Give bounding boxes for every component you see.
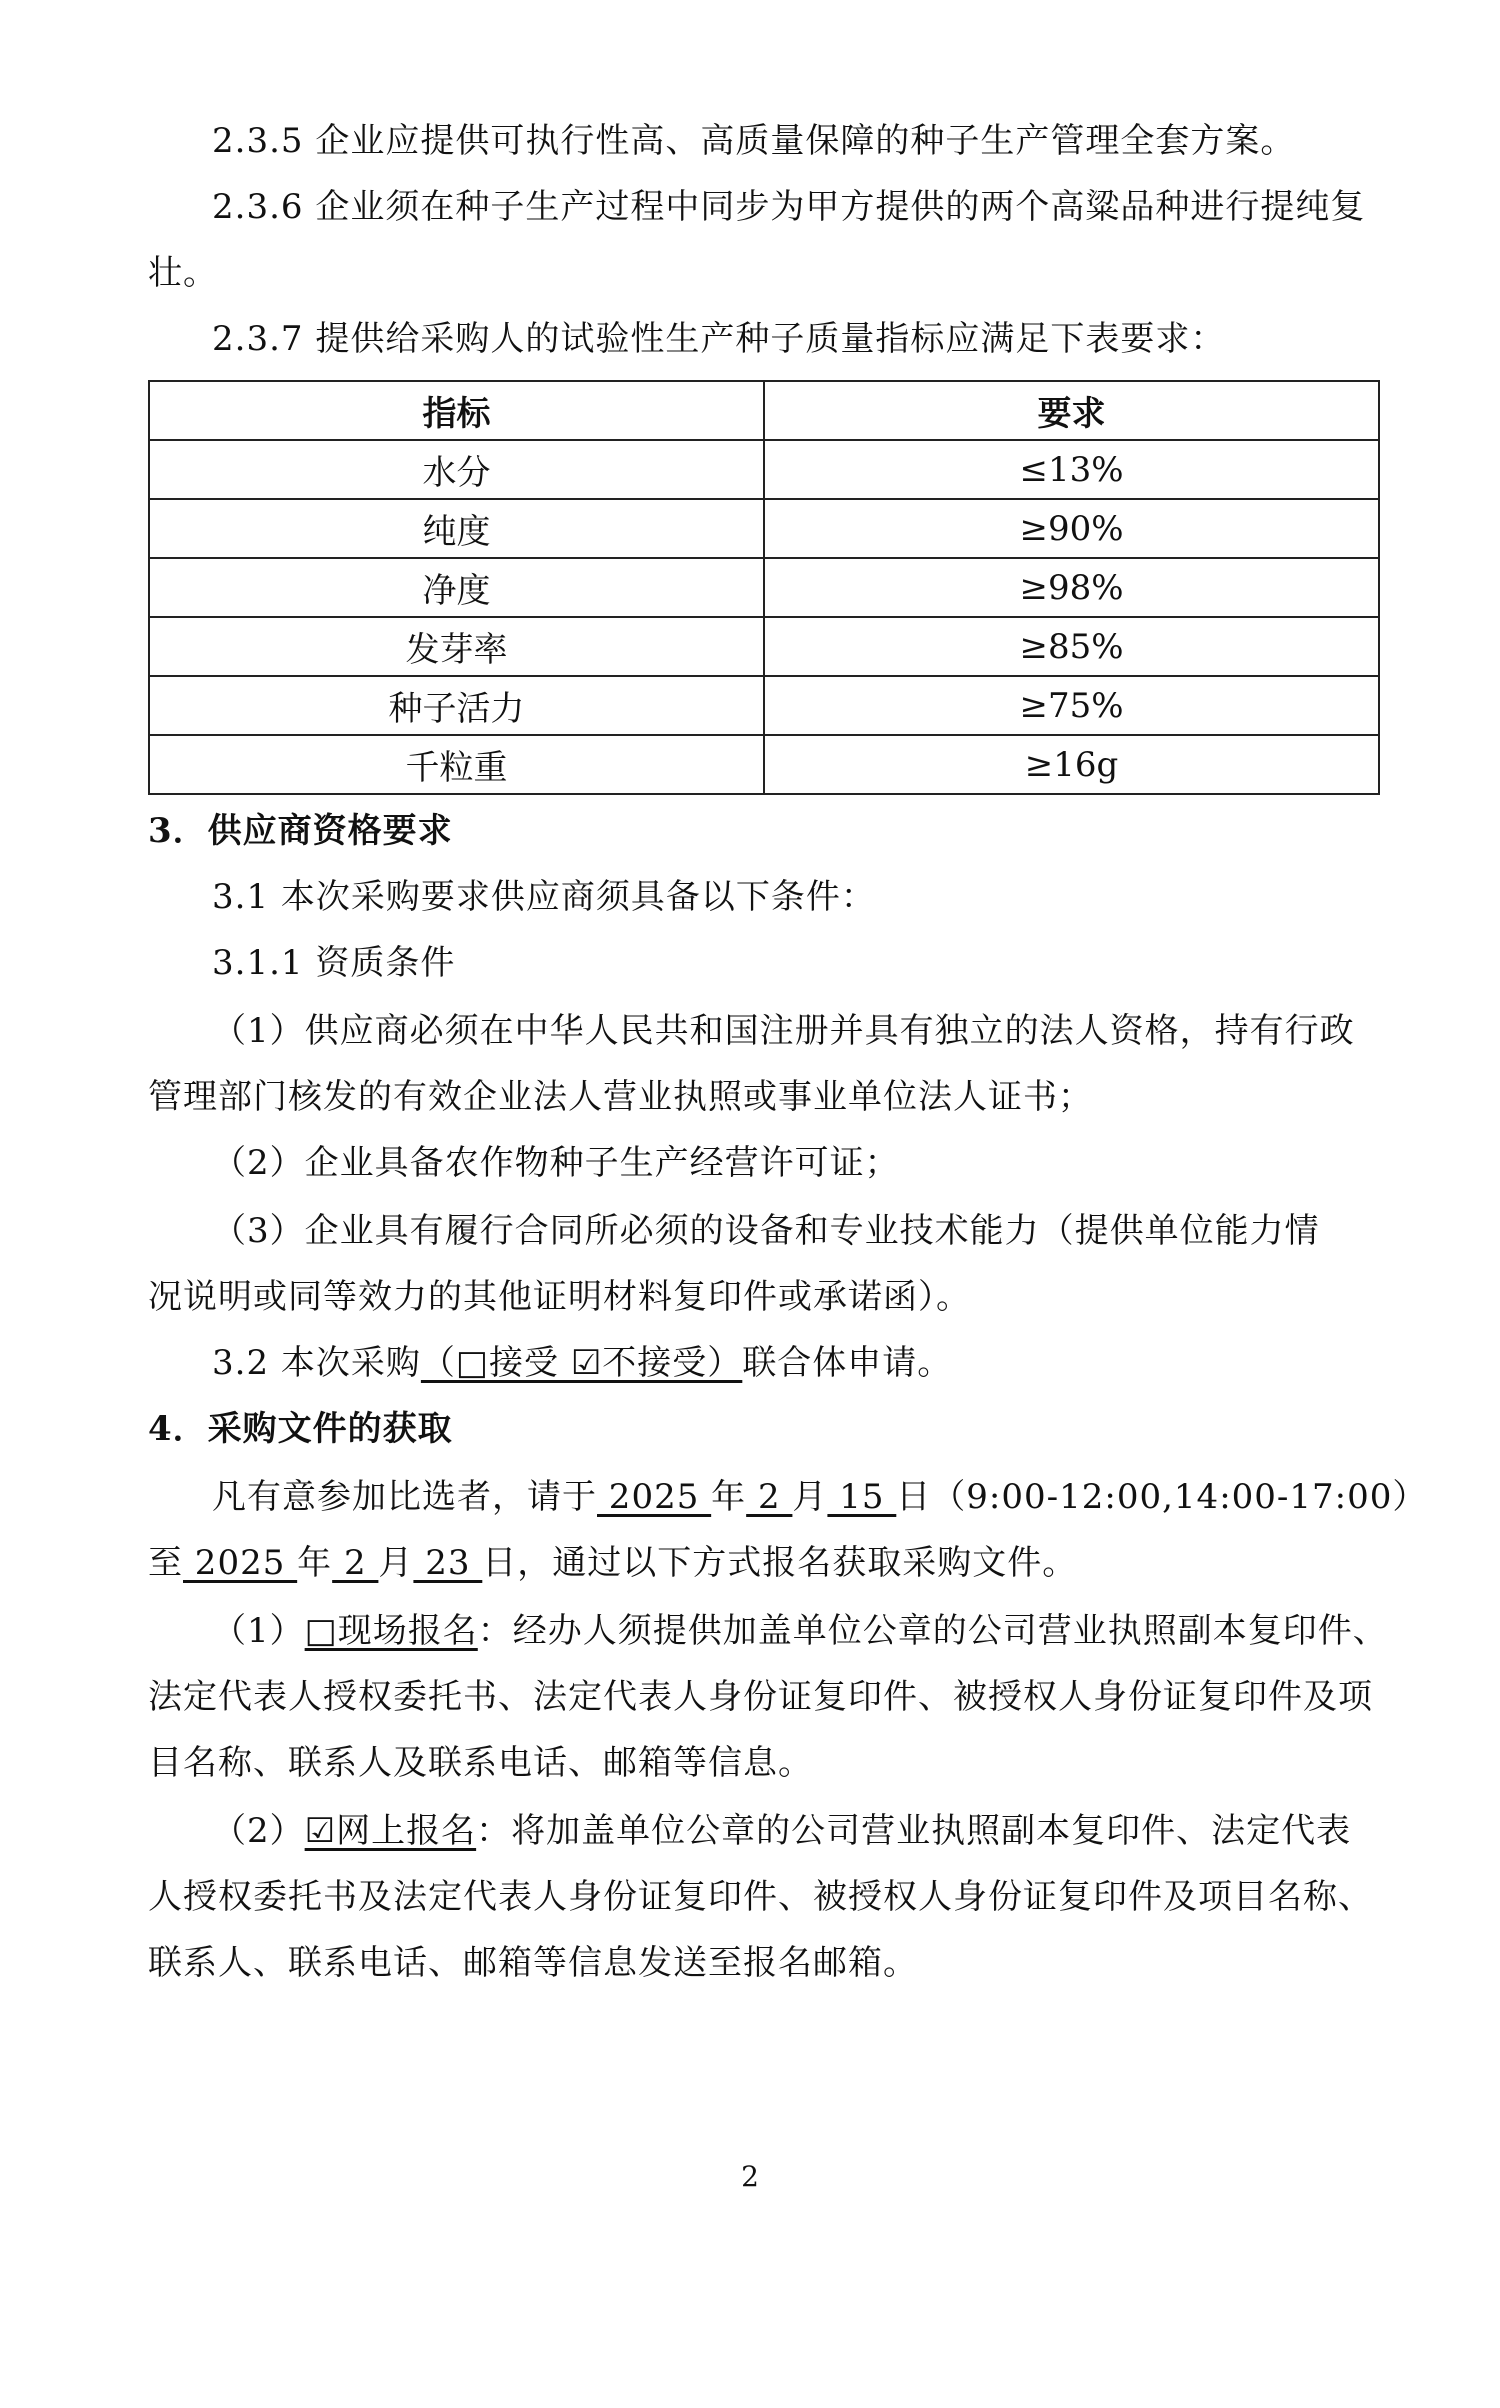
item-2-3-6-line2: 壮。 <box>148 253 218 293</box>
header-indicator: 指标 <box>149 381 764 440</box>
onsite-prefix: （1） <box>212 1611 305 1651</box>
month-label: 月 <box>792 1477 828 1517</box>
table-row <box>149 735 1379 794</box>
indicator-cell: 种子活力 <box>149 676 764 735</box>
to-label: 至 <box>148 1543 183 1583</box>
registration-period-line1 <box>212 1474 1442 1520</box>
indicator-cell: 千粒重 <box>149 735 764 794</box>
indicator-cell: 发芽率 <box>149 617 764 676</box>
condition-1-line1: （1）供应商必须在中华人民共和国注册并具有独立的法人资格，持有行政 <box>212 1011 1355 1051</box>
onsite-registration-line3: 目名称、联系人及联系电话、邮箱等信息。 <box>148 1743 813 1783</box>
item-3-2 <box>212 1340 1442 1386</box>
online-registration-option: ☑网上报名 <box>304 1811 477 1851</box>
indicator-cell: 纯度 <box>149 499 764 558</box>
indicator-cell: 水分 <box>149 440 764 499</box>
item-3-1-1: 3.1.1 资质条件 <box>212 943 456 983</box>
table-row <box>149 558 1379 617</box>
requirement-cell: ≥16g <box>764 735 1379 794</box>
item-3-1: 3.1 本次采购要求供应商须具备以下条件： <box>212 877 876 917</box>
day-label: 日 <box>896 1477 932 1517</box>
office-hours: （9:00-12:00,14:00-17:00） <box>931 1477 1428 1517</box>
condition-2: （2）企业具备农作物种子生产经营许可证； <box>212 1143 900 1183</box>
section-3-heading: 3．供应商资格要求 <box>148 811 453 851</box>
item-3-2-prefix: 3.2 本次采购 <box>212 1343 421 1383</box>
header-requirement: 要求 <box>764 381 1379 440</box>
section-4-heading: 4．采购文件的获取 <box>148 1409 453 1449</box>
online-prefix: （2） <box>212 1811 305 1851</box>
table-row <box>149 440 1379 499</box>
year-label: 年 <box>711 1477 747 1517</box>
start-month: 2 <box>746 1477 793 1517</box>
start-year: 2025 <box>597 1477 712 1517</box>
item-3-2-suffix: 联合体申请。 <box>742 1343 953 1383</box>
intro-suffix: 日，通过以下方式报名获取采购文件。 <box>482 1543 1078 1583</box>
table-row <box>149 617 1379 676</box>
online-text: ：将加盖单位公章的公司营业执照副本复印件、法定代表 <box>476 1811 1352 1851</box>
online-registration-line2: 人授权委托书及法定代表人身份证复印件、被授权人身份证复印件及项目名称、 <box>148 1877 1373 1917</box>
requirement-cell: ≥98% <box>764 558 1379 617</box>
intro-prefix: 凡有意参加比选者，请于 <box>212 1477 597 1517</box>
requirement-cell: ≥75% <box>764 676 1379 735</box>
indicator-cell: 净度 <box>149 558 764 617</box>
table-row <box>149 676 1379 735</box>
requirement-cell: ≥85% <box>764 617 1379 676</box>
onsite-text: ：经办人须提供加盖单位公章的公司营业执照副本复印件、 <box>477 1611 1388 1651</box>
requirement-cell: ≥90% <box>764 499 1379 558</box>
year-label: 年 <box>297 1543 333 1583</box>
condition-3-line1: （3）企业具有履行合同所必须的设备和专业技术能力（提供单位能力情 <box>212 1211 1320 1251</box>
consortium-choice: （□接受 ☑不接受） <box>420 1343 743 1383</box>
condition-1-line2: 管理部门核发的有效企业法人营业执照或事业单位法人证书； <box>148 1077 1093 1117</box>
start-day: 15 <box>827 1477 897 1517</box>
table-row <box>149 499 1379 558</box>
onsite-registration-line2: 法定代表人授权委托书、法定代表人身份证复印件、被授权人身份证复印件及项 <box>148 1677 1373 1717</box>
online-registration-line3: 联系人、联系电话、邮箱等信息发送至报名邮箱。 <box>148 1943 918 1983</box>
registration-period-line2 <box>148 1540 1378 1586</box>
online-registration-line1 <box>212 1808 1442 1854</box>
quality-table <box>148 380 1380 795</box>
item-2-3-6-line1: 2.3.6 企业须在种子生产过程中同步为甲方提供的两个高粱品种进行提纯复 <box>212 187 1366 227</box>
page-number: 2 <box>741 2160 759 2193</box>
end-year: 2025 <box>183 1543 298 1583</box>
month-label: 月 <box>378 1543 414 1583</box>
onsite-registration-option: □现场报名 <box>304 1611 478 1651</box>
onsite-registration-line1 <box>212 1608 1442 1654</box>
end-day: 23 <box>413 1543 483 1583</box>
item-2-3-5: 2.3.5 企业应提供可执行性高、高质量保障的种子生产管理全套方案。 <box>212 121 1296 161</box>
requirement-cell: ≤13% <box>764 440 1379 499</box>
item-2-3-7: 2.3.7 提供给采购人的试验性生产种子质量指标应满足下表要求： <box>212 319 1226 359</box>
end-month: 2 <box>332 1543 379 1583</box>
condition-3-line2: 况说明或同等效力的其他证明材料复印件或承诺函）。 <box>148 1277 971 1317</box>
table-header-row <box>149 381 1379 440</box>
